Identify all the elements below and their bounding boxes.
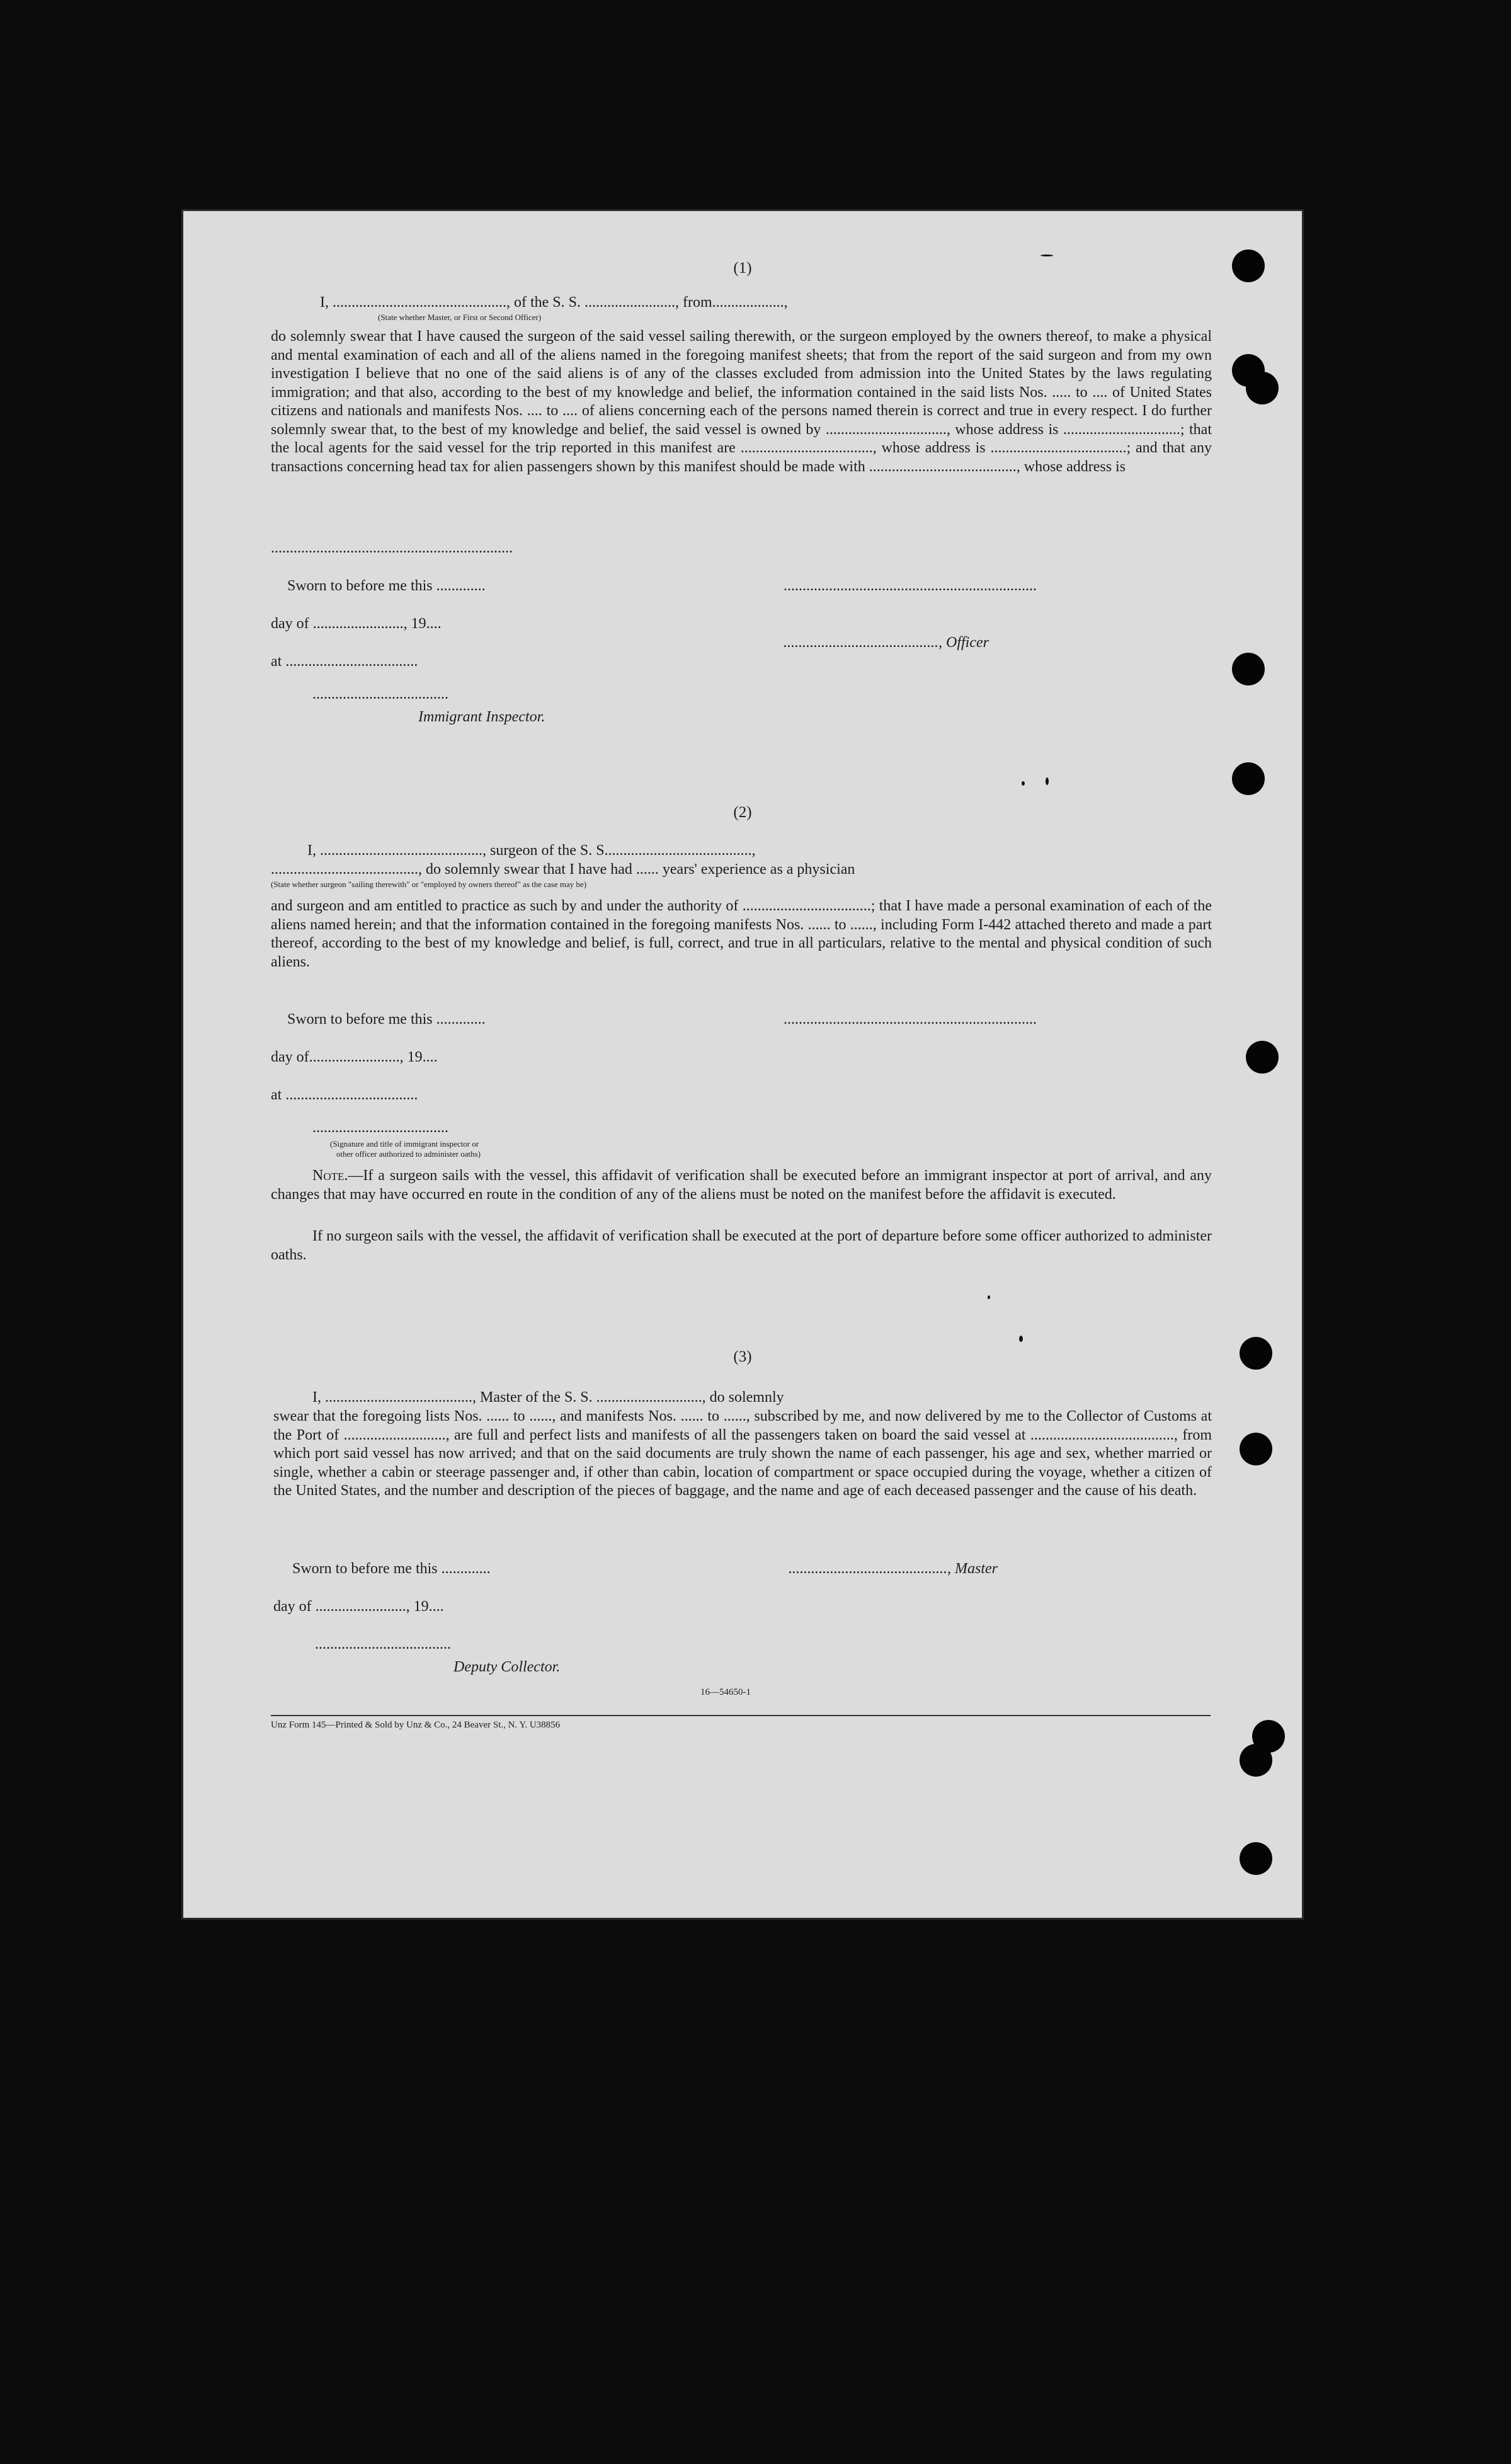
section-2-note-paragraph-2: If no surgeon sails with the vessel, the affidavit of verification shall be executed at the port of departure before some officer authorized to administer oaths. (271, 1228, 1212, 1263)
section-1-inspector-title: Immigrant Inspector. (418, 709, 545, 725)
section-1-at: at ................................... (271, 653, 418, 670)
section-1-line-1: I, .............................................., of the S. S. ........................, from..................., (320, 294, 788, 311)
section-3-line-1: I, ......................................., Master of the S. S. ............................, do solemnly (312, 1389, 784, 1406)
note-text: —If a surgeon sails with the vessel, this affidavit of verification shall be executed before an immigrant inspector at port of arrival, and any changes that may have occurred en route in the condition of any of the aliens must be noted on the manifest before the affidavit is executed. (271, 1167, 1212, 1203)
section-2-note-paragraph (271, 1167, 1212, 1204)
punch-hole (1240, 1744, 1272, 1777)
section-1-sworn: Sworn to before me this ............. (287, 578, 486, 594)
section-2-sworn: Sworn to before me this ............. (287, 1011, 486, 1028)
punch-hole (1232, 653, 1265, 685)
section-1-inspector-dots: .................................... (312, 686, 448, 702)
form-code: 16—54650-1 (700, 1687, 751, 1697)
section-1-number: (1) (733, 260, 752, 277)
section-2-oath-paragraph: and surgeon and am entitled to practice as such by and under the authority of ..................................; that I have made a personal examination of each of the aliens named herein; and that the information contained in the foregoing manifests Nos. ...... to ......, including Form I-442 attached thereto and made a part thereof, according to the best of my knowledge and belief, is full, correct, and true in all particulars, relative to the mental and physical condition of such aliens. (271, 898, 1212, 970)
punch-hole (1240, 1433, 1272, 1465)
printer-imprint: Unz Form 145—Printed & Sold by Unz & Co., 24 Beaver St., N. Y. U38856 (271, 1720, 561, 1730)
section-3-sworn: Sworn to before me this ............. (292, 1561, 491, 1577)
section-2-inspector-dots: .................................... (312, 1120, 448, 1136)
section-3-number: (3) (733, 1348, 752, 1365)
note-label: Note. (312, 1167, 348, 1184)
speck-mark (1046, 777, 1049, 785)
section-2-day: day of........................, 19.... (271, 1049, 438, 1065)
section-3-collector-dots: .................................... (315, 1636, 451, 1653)
footer-rule (271, 1715, 1211, 1716)
section-3-oath-paragraph: swear that the foregoing lists Nos. ...... to ......, and manifests Nos. ...... to ......, subscribed by me, and now delivered by me to the Collector of Customs at the Port of ..........................., are full and perfect lists and manifests of all the passengers taken on board the said vessel at ......................................, from which port said vessel has now arrived; and that on the said documents are truly shown the name of each passenger, his age and sex, whether married or single, whether a cabin or steerage passenger and, if other than cabin, location of compartment or space occupied during the voyage, whether a citizen of the United States, and the number and description of the pieces of baggage, and the name and age of each deceased passenger and the cause of his death. (273, 1408, 1212, 1499)
speck-mark (1022, 781, 1025, 786)
section-2-line-2: ......................................., do solemnly swear that I have had ...... years' experience as a physician (271, 861, 855, 878)
punch-hole (1240, 1337, 1272, 1370)
section-2-signature-note-1: (Signature and title of immigrant inspector or (330, 1139, 479, 1149)
section-2-signature-line: ................................................................... (784, 1011, 1037, 1028)
section-1-signature-line: ................................................................... (784, 578, 1037, 594)
speck-mark (1019, 1336, 1023, 1342)
section-3-collector-title: Deputy Collector. (453, 1659, 561, 1675)
punch-hole (1232, 762, 1265, 795)
section-1-trailing-dots: ................................................................ (271, 540, 513, 556)
section-3-master-signature: .........................................., Master (789, 1561, 998, 1577)
manifest-page (181, 209, 1304, 1920)
punch-hole (1240, 1842, 1272, 1875)
section-2-line-1: I, ..........................................., surgeon of the S. S......................................., (307, 842, 756, 859)
section-2-surgeon-note: (State whether surgeon "sailing therewith" or "employed by owners thereof" as the case may be) (271, 880, 587, 889)
section-1-oath-paragraph: do solemnly swear that I have caused the surgeon of the said vessel sailing therewith, or the surgeon employed by the owners thereof, to make a physical and mental examination of each and all of the aliens named in the foregoing manifest sheets; that from the report of the said surgeon and from my own investigation I believe that no one of the said aliens is of any of the classes excluded from admission into the United States by the laws regulating immigration; and that also, according to the best of my knowledge and belief, the information contained in the said lists Nos. ..... to .... of United States citizens and nationals and manifests Nos. .... to .... of aliens concerning each of the persons named therein is correct and true in every respect. I do further solemnly swear that, to the best of my knowledge and belief, the said vessel is owned by ................................, whose address is ...............................; that the local agents for the said vessel for the trip reported in this manifest are ..................................., whose address is ....................................; and that any transactions concerning head tax for alien passengers shown by this manifest should be made with ......................................., whose address is (271, 328, 1212, 475)
section-3-day: day of ........................, 19.... (273, 1598, 444, 1615)
section-2-at: at ................................... (271, 1087, 418, 1103)
speck-mark (1041, 255, 1053, 256)
punch-hole (1246, 372, 1279, 404)
punch-hole (1232, 249, 1265, 282)
punch-hole (1246, 1041, 1279, 1074)
section-1-day: day of ........................, 19.... (271, 616, 442, 632)
section-2-number: (2) (733, 804, 752, 821)
speck-mark (988, 1295, 990, 1299)
section-1-officer-note: (State whether Master, or First or Second Officer) (378, 312, 542, 322)
section-1-officer-signature: ........................................., Officer (784, 634, 989, 651)
section-2-signature-note-2: other officer authorized to administer oaths) (336, 1149, 481, 1159)
